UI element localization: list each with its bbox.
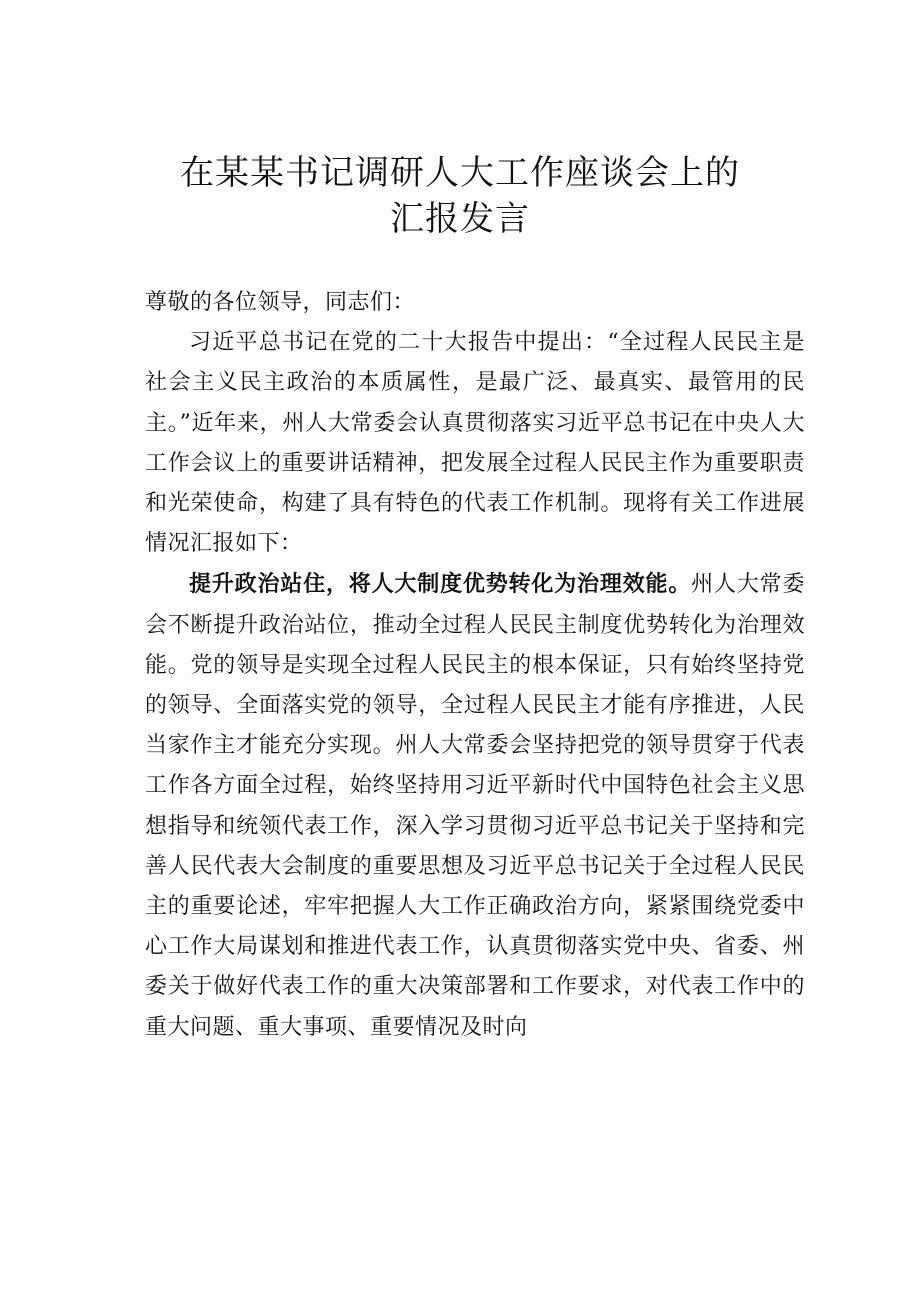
document-body — [145, 283, 805, 1048]
paragraph-lead-heading: 提升政治站住，将人大制度优势转化为治理效能。 — [189, 571, 692, 598]
paragraph-political-stance — [145, 564, 805, 1047]
paragraph-body-text: 州人大常委会不断提升政治站位，推动全过程人民民主制度优势转化为治理效能。党的领导是实现全过程人民民主的根本保证，只有始终坚持党的领导、全面落实党的领导，全过程人民民主才能有序推进，人民当家作主才能充分实现。州人大常委会坚持把党的领导贯穿于代表工作各方面全过程，始终坚持用习近平新时代中国特色社会主义思想指导和统领代表工作，深入学习贯彻习近平总书记关于坚持和完善人民代表大会制度的重要思想及习近平总书记关于全过程人民民主的重要论述，牢牢把握人大工作正确政治方向，紧紧围绕党委中心工作大局谋划和推进代表工作，认真贯彻落实党中央、省委、州委关于做好代表工作的重大决策部署和工作要求，对代表工作中的重大问题、重大事项、重要情况及时向 — [145, 572, 805, 1040]
document-title-line2: 汇报发言 — [390, 199, 530, 239]
document-title-line1: 在某某书记调研人大工作座谈会上的 — [180, 153, 740, 193]
salutation: 尊敬的各位领导，同志们： — [145, 290, 416, 315]
paragraph-intro: 习近平总书记在党的二十大报告中提出：“全过程人民民主是社会主义民主政治的本质属性，是最广泛、最真实、最管用的民主。”近年来，州人大常委会认真贯彻落实习近平总书记在中央人大工作会议上的重要讲话精神，把发展全过程人民民主作为重要职责和光荣使命，构建了具有特色的代表工作机制。现将有关工作进展情况汇报如下： — [145, 330, 805, 557]
